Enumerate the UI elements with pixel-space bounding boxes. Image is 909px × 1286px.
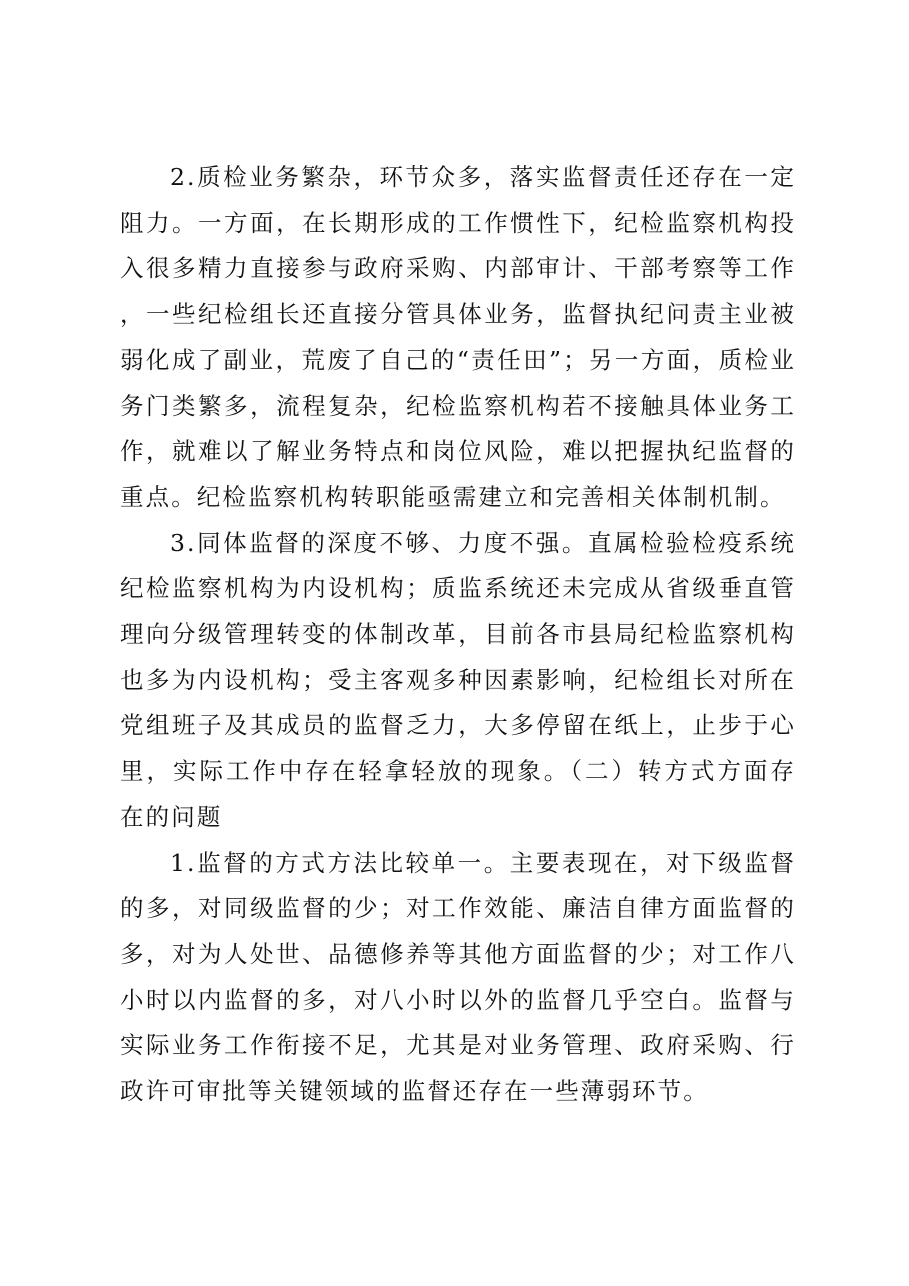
paragraph-supervision-methods: 1.监督的方式方法比较单一。主要表现在，对下级监督的多，对同级监督的少；对工作效能、廉洁自律方面监督的多，对为人处世、品德修养等其他方面监督的少；对工作八小时以内监督的多，对八小时以外的监督几乎空白。监督与实际业务工作衔接不足，尤其是对业务管理、政府采购、行政许可审批等关键领域的监督还存在一些薄弱环节。: [120, 848, 796, 1106]
paragraph-quality-inspection: 2.质检业务繁杂，环节众多，落实监督责任还存在一定阻力。一方面，在长期形成的工作惯性下，纪检监察机构投入很多精力直接参与政府采购、内部审计、干部考察等工作，一些纪检组长还直接分管具体业务，监督执纪问责主业被弱化成了副业，荒废了自己的“责任田”；另一方面，质检业务门类繁多，流程复杂，纪检监察机构若不接触具体业务工作，就难以了解业务特点和岗位风险，难以把握执纪监督的重点。纪检监察机构转职能亟需建立和完善相关体制机制。: [120, 163, 796, 511]
paragraph-internal-supervision: 3.同体监督的深度不够、力度不强。直属检验检疫系统纪检监察机构为内设机构；质监系统还未完成从省级垂直管理向分级管理转变的体制改革，目前各市县局纪检监察机构也多为内设机构；受主客观多种因素影响，纪检组长对所在党组班子及其成员的监督乏力，大多停留在纸上，止步于心里，实际工作中存在轻拿轻放的现象。（二）转方式方面存在的问题: [120, 528, 796, 831]
document-body: [120, 155, 796, 1115]
